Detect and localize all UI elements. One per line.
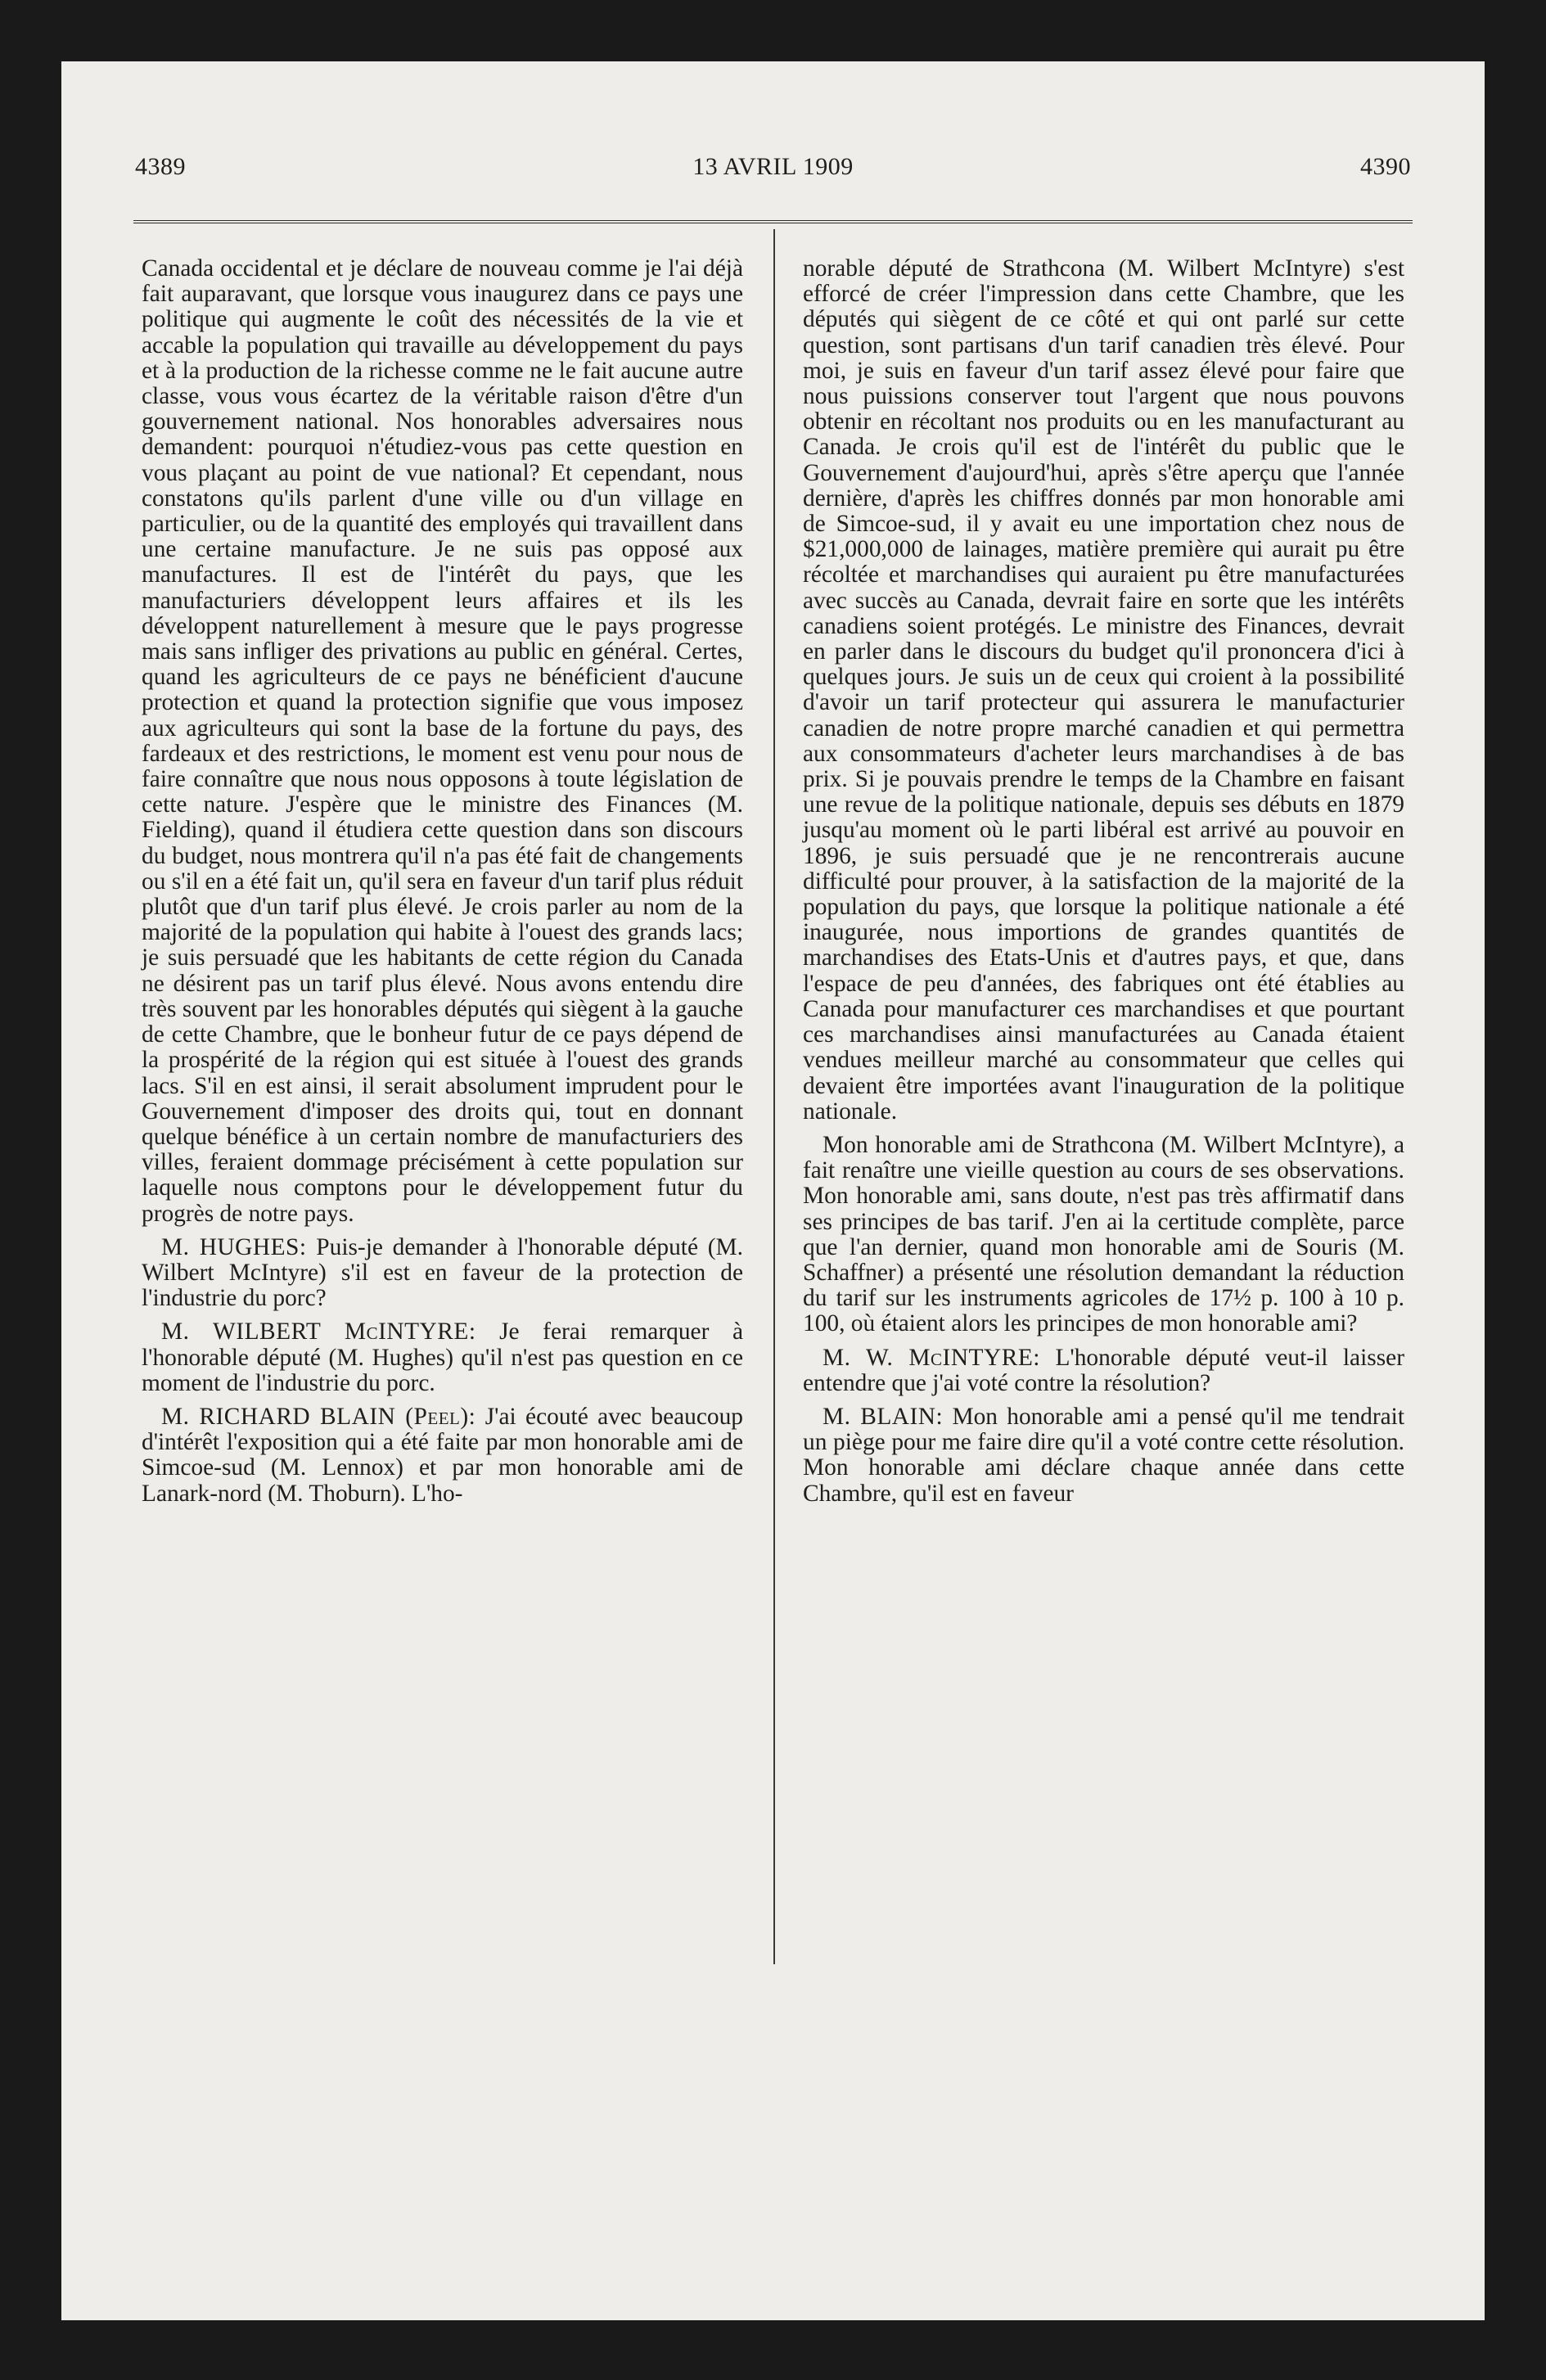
paragraph: [142, 1235, 743, 1312]
paragraph-text: Mon honorable ami de Strathcona (M. Wilbert McIntyre), a fait renaître une vieille question au cours de ses observations. Mon honorable ami, sans doute, n'est pas très affirmatif dans ses principes de bas tarif. J'en ai la certitude complète, parce que l'an dernier, quand mon honorable ami de Souris (M. Schaffner) a présenté une résolution demandant la réduction du tarif sur les instruments agricoles de 17½ p. 100 à 10 p. 100, où étaient alors les principes de mon honorable ami?: [803, 1131, 1404, 1337]
page-number-right: 4390: [1360, 153, 1411, 180]
header-rule: [133, 220, 1413, 223]
paragraph: [803, 1404, 1404, 1507]
left-column: [142, 256, 743, 1515]
paragraph-text: J'ai écouté avec beaucoup d'intérêt l'exposition qui a été faite par mon honorable ami de Simcoe-sud (M. Lennox) et par mon honorable ami de Lanark-nord (M. Thoburn). L'ho-: [142, 1403, 743, 1507]
speaker-name: M. WILBERT McINTYRE:: [161, 1318, 476, 1346]
document-page: [61, 61, 1485, 2320]
speaker-name: M. HUGHES:: [161, 1233, 307, 1260]
paragraph-text: Mon honorable ami a pensé qu'il me tendrait un piège pour me faire dire qu'il a voté contre cette résolution. Mon honorable ami déclare chaque année dans cette Chambre, qu'il est en faveur: [803, 1403, 1405, 1507]
paragraph: [142, 1319, 743, 1396]
paragraph: [142, 256, 743, 1227]
paragraph-text: Je ferai remarquer à l'honorable député (M. Hughes) qu'il n'est pas question en ce moment de l'industrie du porc.: [142, 1318, 744, 1396]
paragraph-text: Puis-je demander à l'honorable député (M. Wilbert McIntyre) s'il est en faveur de la protection de l'industrie du porc?: [142, 1233, 743, 1312]
page-date: 13 AVRIL 1909: [692, 153, 854, 180]
page-number-left: 4389: [135, 153, 186, 180]
paragraph: [803, 256, 1404, 1125]
paragraph: [142, 1404, 743, 1507]
paragraph-text: Canada occidental et je déclare de nouveau comme je l'ai déjà fait auparavant, que lorsque vous inaugurez dans ce pays une politique qui augmente le coût des nécessités de la vie et accable la population qui travaille au développement du pays et à la production de la richesse comme ne le fait aucune autre classe, vous vous écartez de la véritable raison d'être d'un gouvernement national. Nos honorables adversaires nous demandent: pourquoi n'étudiez-vous pas cette question en vous plaçant au point de vue national? Et cependant, nous constatons qu'ils parlent d'une ville ou d'un village en particulier, ou de la quantité des employés qui travaillent dans une certaine manufacture. Je ne suis pas opposé aux manufactures. Il est de l'intérêt du pays, que les manufacturiers développent leurs affaires et ils les développent naturellement à mesure que le pays progresse mais sans infliger des privations au public en général. Certes, quand les agriculteurs de ce pays ne bénéficient d'aucune protection et quand la protection signifie que vous imposez aux agriculteurs qui sont la base de la fortune du pays, des fardeaux et des restrictions, le moment est venu pour nous de faire connaître que nous nous opposons à toute législation de cette nature. J'espère que le ministre des Finances (M. Fielding), quand il étudiera cette question dans son discours du budget, nous montrera qu'il n'a pas été fait de changements ou s'il en a été fait un, qu'il sera en faveur d'un tarif plus réduit plutôt que d'un tarif plus élevé. Je crois parler au nom de la majorité de la population qui habite à l'ouest des grands lacs; je suis persuadé que les habitants de cette région du Canada ne désirent pas un tarif plus élevé. Nous avons entendu dire très souvent par les honorables députés qui siègent à la gauche de cette Chambre, que le bonheur futur de ce pays dépend de la prospérité de la région qui est située à l'ouest des grands lacs. S'il en est ainsi, il serait absolument imprudent pour le Gouvernement d'imposer des droits qui, tout en donnant quelque bénéfice à un certain nombre de manufacturiers des villes, feraient dommage précisément à cette population sur laquelle nous comptons pour le développement futur du progrès de notre pays.: [142, 255, 743, 1227]
paragraph: [803, 1346, 1404, 1396]
right-column: [803, 256, 1404, 1515]
paragraph: [803, 1133, 1404, 1337]
speaker-name: M. W. McINTYRE:: [823, 1344, 1040, 1371]
paragraph-text: L'honorable député veut-il laisser entendre que j'ai voté contre la résolution?: [803, 1344, 1404, 1396]
column-divider: [773, 229, 775, 1964]
speaker-name: M. BLAIN:: [823, 1403, 944, 1430]
paragraph-text: norable député de Strathcona (M. Wilbert McIntyre) s'est efforcé de créer l'impression dans cette Chambre, que les députés qui siègent de ce côté et qui ont parlé sur cette question, sont partisans d'un tarif canadien très élevé. Pour moi, je suis en faveur d'un tarif assez élevé pour faire que nous puissions conserver tout l'argent que nous pouvons obtenir en récoltant nos produits ou en les manufacturant au Canada. Je crois qu'il est de l'intérêt du public que le Gouvernement d'aujourd'hui, après s'être aperçu que l'année dernière, d'après les chiffres donnés par mon honorable ami de Simcoe-sud, il y avait eu une importation chez nous de $21,000,000 de lainages, matière première qui aurait pu être récoltée et marchandises qui auraient pu être manufacturées avec succès au Canada, devrait faire en sorte que les intérêts canadiens soient protégés. Le ministre des Finances, devrait en parler dans le discours du budget qu'il prononcera d'ici à quelques jours. Je suis un de ceux qui croient à la possibilité d'avoir un tarif protecteur qui assurera le manufacturier canadien de notre propre marché canadien et qui permettra aux consommateurs d'acheter leurs marchandises à de bas prix. Si je pouvais prendre le temps de la Chambre en faisant une revue de la politique nationale, depuis ses débuts en 1879 jusqu'au moment où le parti libéral est arrivé au pouvoir en 1896, je suis persuadé que je ne rencontrerais aucune difficulté pour prouver, à la satisfaction de la majorité de la population du pays, que lorsque la politique nationale a été inaugurée, nous importions de grandes quantités de marchandises des Etats-Unis et d'autres pays, et que, dans l'espace de peu d'années, des fabriques ont été établies au Canada pour manufacturer ces marchandises et que pourtant ces marchandises ainsi manufacturées au Canada étaient vendues meilleur marché au consommateur que celles qui devaient être importées avant l'inauguration de la politique nationale.: [803, 255, 1404, 1125]
speaker-name: M. RICHARD BLAIN (Peel):: [161, 1403, 476, 1430]
